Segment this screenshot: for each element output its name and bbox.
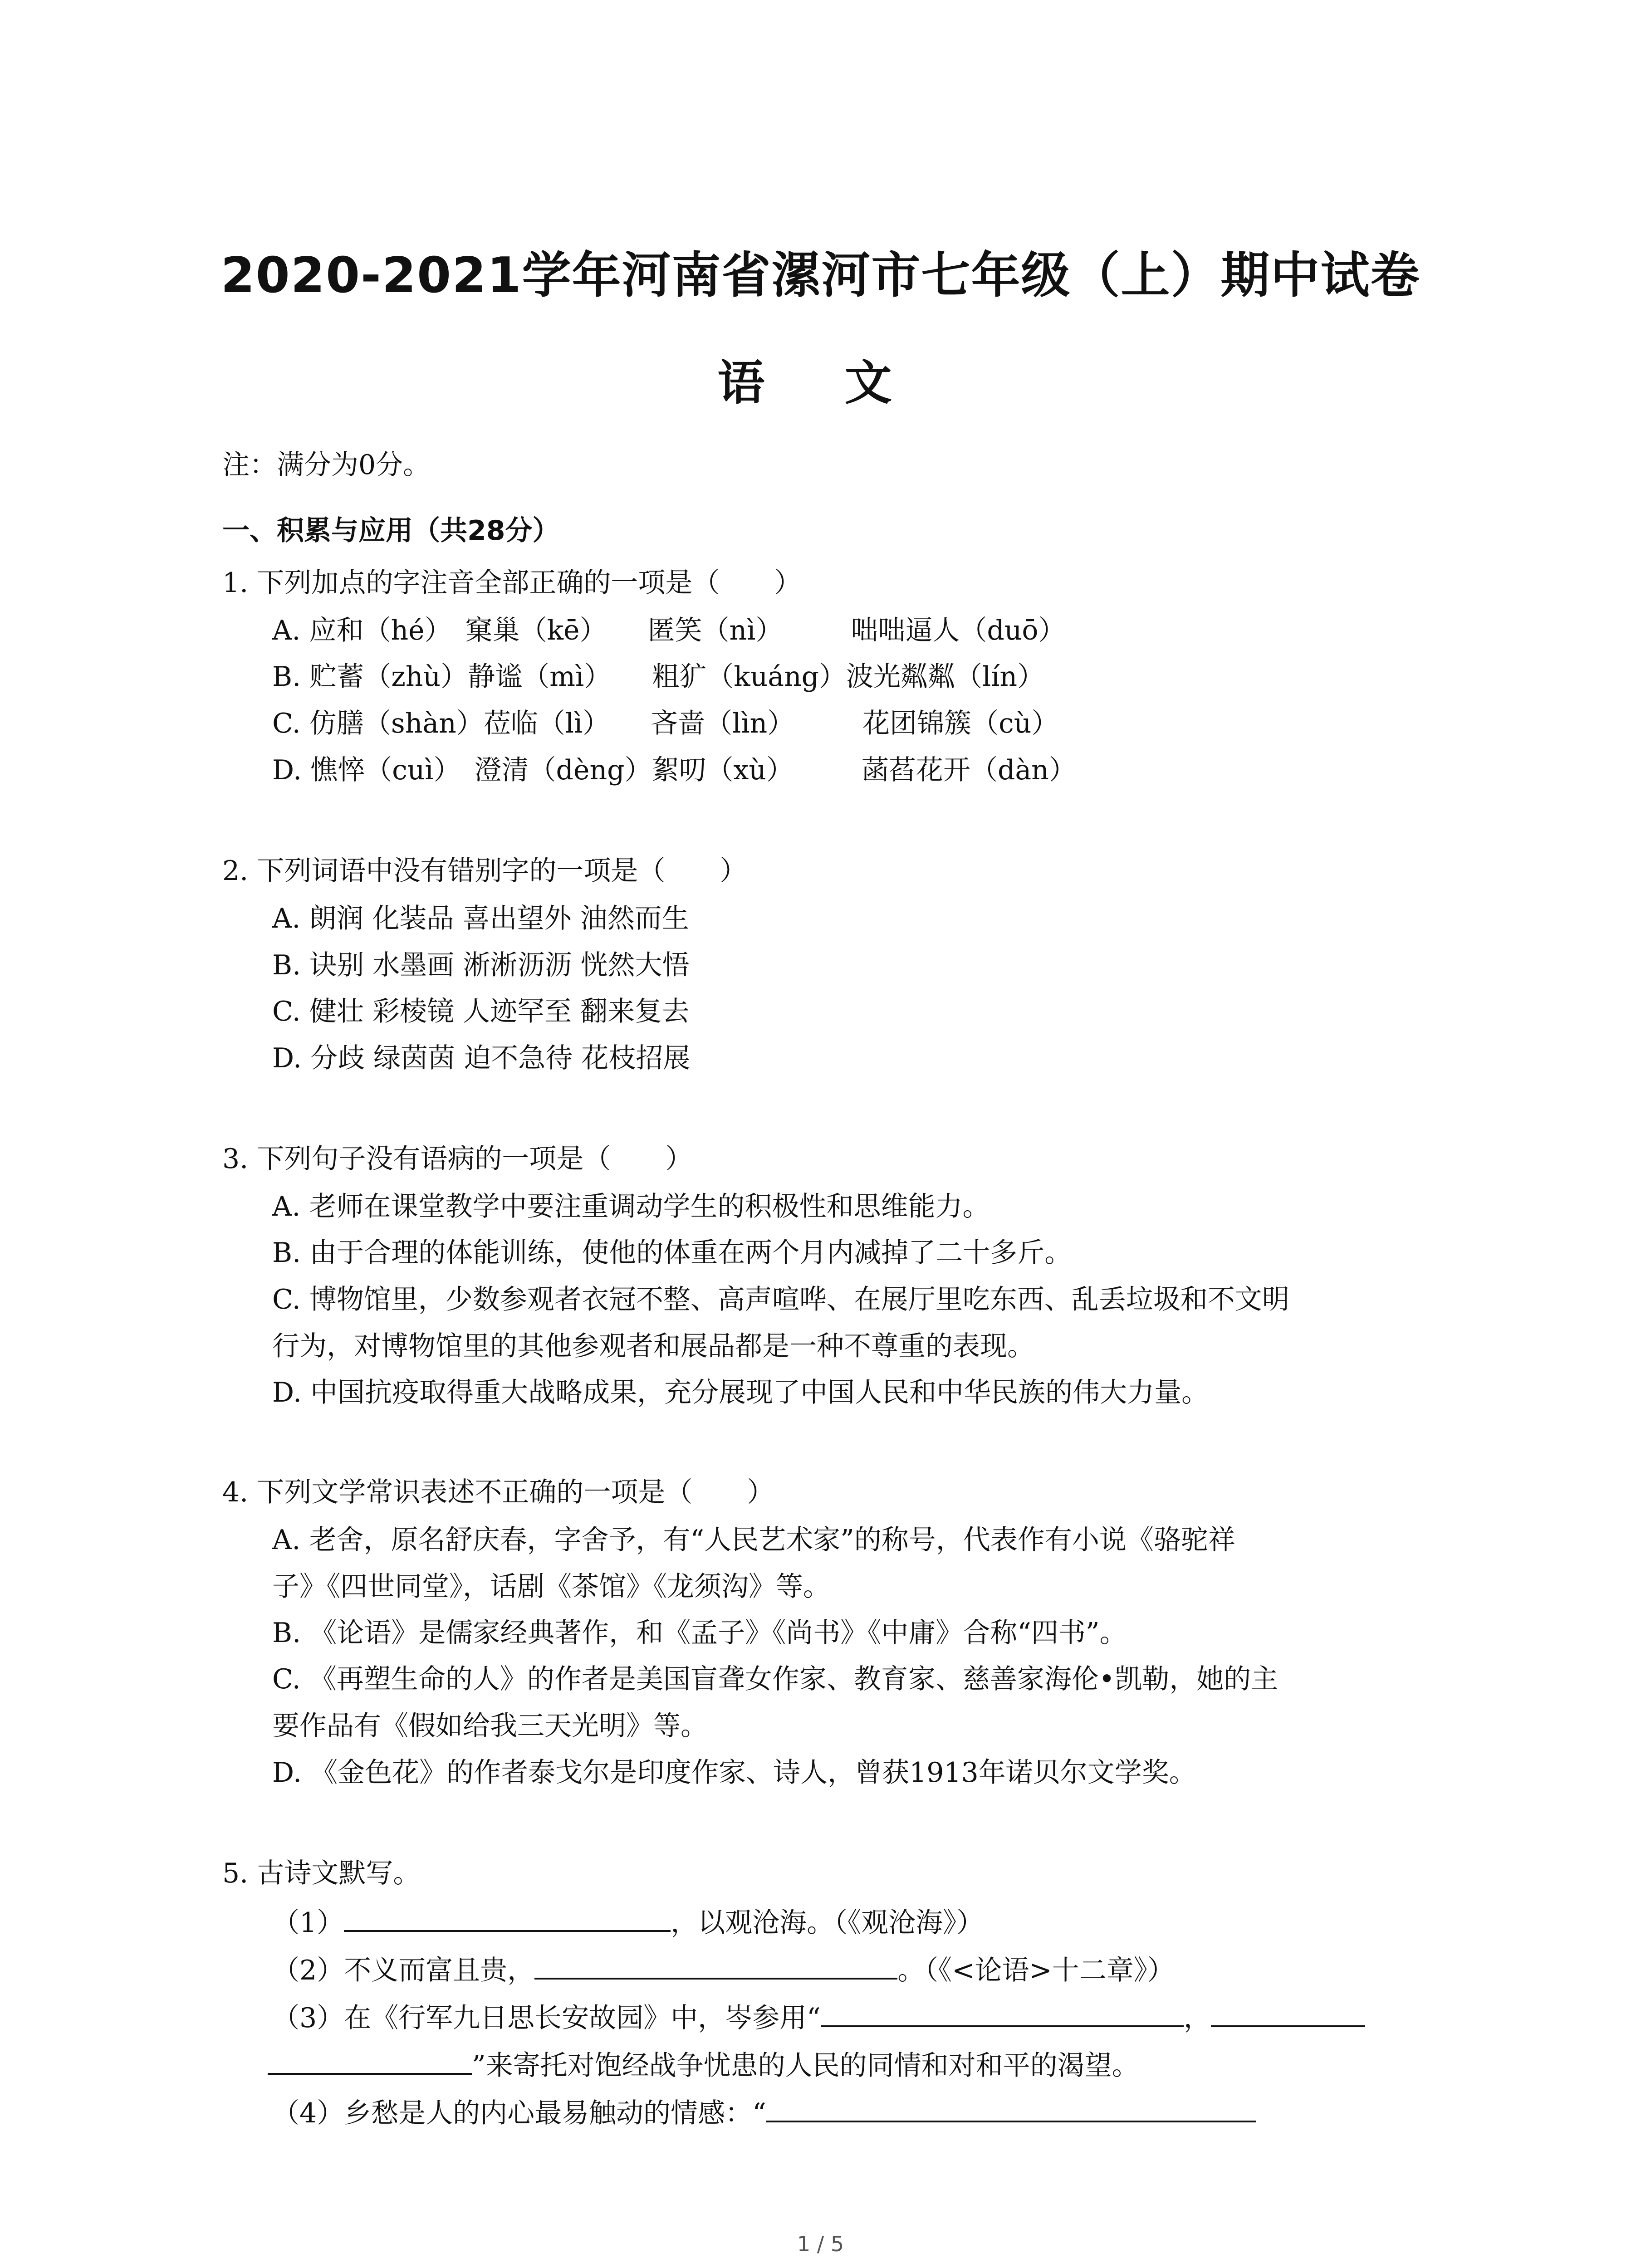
question-1-stem: 1. 下列加点的字注音全部正确的一项是（ ） [222,567,802,599]
question-4-option-a: A. 老舍，原名舒庆春，字舍予，有“人民艺术家”的称号，代表作有小说《骆驼祥 [272,1524,1235,1556]
question-4-option-c: C. 《再塑生命的人》的作者是美国盲聋女作家、教育家、慈善家海伦•凯勒，她的主 [272,1663,1279,1695]
question-5-item-3-cont [268,2046,1139,2084]
question-5-item-1 [272,1903,984,1941]
page-number: 1 / 5 [797,2232,844,2256]
item-1-suffix: ，以观沧海。（《观沧海》） [671,1907,984,1939]
item-4-prefix: （4）乡愁是人的内心最易触动的情感：“ [272,2097,766,2129]
question-4-option-a-cont: 子》《四世同堂》，话剧《茶馆》《龙须沟》等。 [272,1571,830,1603]
item-2-suffix: 。（《<论语>十二章》） [897,1955,1175,1986]
question-5-item-4 [272,2093,1256,2131]
answer-blank-2[interactable] [534,1950,897,1980]
score-note: 注：满分为0分。 [222,449,431,481]
question-2-stem: 2. 下列词语中没有错别字的一项是（ ） [222,855,747,887]
answer-blank-1[interactable] [344,1903,671,1932]
item-3-comma: ， [1183,2002,1211,2034]
answer-blank-4[interactable] [766,2093,1256,2122]
question-5-item-3 [272,1998,1365,2036]
item-3-suffix: ”来寄托对饱经战争忧患的人民的同情和对和平的渴望。 [472,2050,1139,2082]
question-1-option-b: B. 贮蓄（zhù）静谧（mì） 粗犷（kuáng）波光粼粼（lín） [272,661,1045,693]
question-4-stem: 4. 下列文学常识表述不正确的一项是（ ） [222,1476,774,1508]
section-heading: 一、积累与应用（共28分） [222,515,560,547]
exam-title: 2020-2021学年河南省漯河市七年级（上）期中试卷 [220,247,1421,304]
question-2-option-c: C. 健壮 彩棱镜 人迹罕至 翻来复去 [272,996,690,1027]
question-3-option-d: D. 中国抗疫取得重大战略成果，充分展现了中国人民和中华民族的伟大力量。 [272,1377,1209,1408]
question-4-option-d: D. 《金色花》的作者泰戈尔是印度作家、诗人，曾获1913年诺贝尔文学奖。 [272,1757,1196,1789]
question-5-stem: 5. 古诗文默写。 [222,1857,421,1889]
exam-subject: 语 文 [717,355,924,411]
item-1-prefix: （1） [272,1907,344,1939]
question-3-option-c: C. 博物馆里，少数参观者衣冠不整、高声喧哗、在展厅里吃东西、乱丢垃圾和不文明 [272,1284,1289,1315]
question-4-option-b: B. 《论语》是儒家经典著作，和《孟子》《尚书》《中庸》合称“四书”。 [272,1617,1127,1649]
item-3-prefix: （3）在《行军九日思长安故园》中，岑参用“ [272,2002,821,2034]
item-2-prefix: （2）不义而富且贵， [272,1955,535,1986]
question-3-option-a: A. 老师在课堂教学中要注重调动学生的积极性和思维能力。 [272,1191,990,1222]
answer-blank-3a[interactable] [821,1998,1184,2027]
question-3-option-c-cont: 行为，对博物馆里的其他参观者和展品都是一种不尊重的表现。 [272,1330,1034,1362]
answer-blank-3b[interactable] [1211,1998,1365,2027]
question-2-option-a: A. 朗润 化装品 喜出望外 油然而生 [272,903,689,934]
question-2-option-b: B. 诀别 水墨画 淅淅沥沥 恍然大悟 [272,949,690,981]
question-5-item-2 [272,1950,1175,1989]
answer-blank-3b-cont[interactable] [268,2046,472,2075]
question-1-option-d: D. 憔悴（cuì） 澄清（dèng）絮叨（xù） 菡萏花开（dàn） [272,754,1076,786]
question-3-stem: 3. 下列句子没有语病的一项是（ ） [222,1143,693,1175]
question-4-option-c-cont: 要作品有《假如给我三天光明》等。 [272,1710,708,1742]
question-1-option-c: C. 仿膳（shàn）莅临（lì） 吝啬（lìn） 花团锦簇（cù） [272,708,1059,739]
question-1-option-a: A. 应和（hé） 窠巢（kē） 匿笑（nì） 咄咄逼人（duō） [272,615,1066,646]
question-2-option-d: D. 分歧 绿茵茵 迫不急待 花枝招展 [272,1042,691,1074]
question-3-option-b: B. 由于合理的体能训练，使他的体重在两个月内减掉了二十多斤。 [272,1237,1072,1269]
